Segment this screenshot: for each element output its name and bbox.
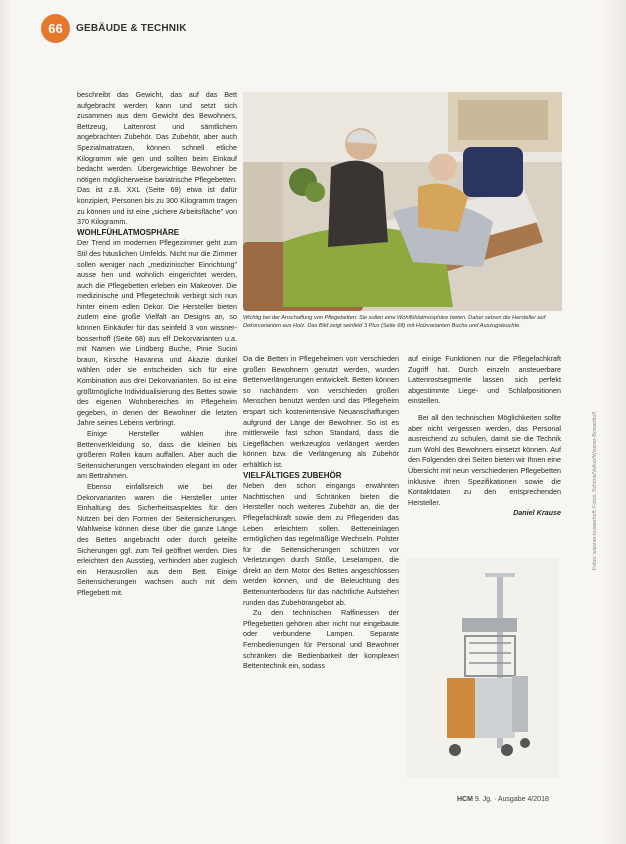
photo-credit: Fotos: wissner-bosserhoff; Fotos: Schöne/Volker/Wissner-Bosserhoff [592,411,598,570]
author-name: Daniel Krause [513,508,561,518]
col2-paragraph-3: Zu den technischen Raffinessen der Pflegebetten gehören aber nicht nur eingebaute oder verbundene Lampen. Separate Fernbedienungen für Personal und Bewohner schränken die Bedienbarkeit der komplexen Bettentechnik ein, sodass [243,608,399,671]
issue-info: 9. Jg. · Ausgabe 4/2018 [474,796,549,803]
section-title: GEBÄUDE & TECHNIK [76,23,187,34]
heading-vielfaeltiges-zubehoer: VIELFÄLTIGES ZUBEHÖR [243,470,342,480]
nursing-bed-photo [243,92,562,311]
bed-frame-product-photo [407,558,559,778]
col1-paragraph-1: Der Trend im modernen Pflegezimmer geht zum Stil des häuslichen Umfelds. Nicht nur die Zimmer sollen weniger nach „medizinischer Einrichtung" ausse hen und wohnlich eingerichtet werden, auch die Pflegebetten erleben ein Makeover. Die medizinische und Pflegetechnik verbirgt sich nun hinter einem edlen Dekor. Die Hersteller bieten zudem eine große Vielfalt an Designs an, so können Einkäufer für das seinfeld 3 von wissner-bosserhoff (Seite 68) aus elf Dekorvarianten u.a. mit Namen wie Lindberg Buche, Pinie Sucini braun, Kirsche Havanna und Akazie dunkel wählen oder sie entscheiden sich für eine Kombination aus drei Dekorvarianten. So ist eine größtmögliche Individualisierung des Bettes sowie des eigenen Wohnbereiches im Pflegeheim gegeben, in denen der Bewohner die letzten Jahre seines Lebens verbringt. [77,238,237,428]
magazine-name: HCM [457,796,473,803]
heading-wohlfuehlatmosphaere: WOHLFÜHLATMOSPHÄRE [77,227,180,237]
page-footer [457,796,549,803]
photo-illustration [243,92,562,311]
col2-paragraph-1: Da die Betten in Pflegeheimen von verschieden großen Bewohnern genutzt werden, wurden Bettenverlängerungen entwickelt. Betten können so nachändern von verschieden großen Menschen benutzt werden und das Pflegeheim erspart sich kostenintensive Neuanschaffungen aufgrund der Länge der Bewohner. So ist es mittlerweile fast schon Standard, dass die Liegeflächen werkzeuglos verlängert werden können bzw. die Verlängerung als Zubehör erhältlich ist. [243,354,399,469]
col1-paragraph-3: Ebenso einfallsreich wie bei der Dekorvarianten waren die Hersteller unter Einhaltung des Sicherheitsaspektes für den Nutzen bei den Formen der Seitensicherungen. Wahlweise können diese über die ganze Länge des Bettes angebracht oder durch geteilte Sicherungen ggf. zum Teil geöffnet werden. Dies erleichtert den Ausstieg, verhindert aber zugleich ein Herausrollen aus dem Bett. Einige Seitensicherungen wachsen auch mit dem Pflegebett mit. [77,481,237,597]
column-3 [408,354,561,519]
column-2 [243,354,399,672]
col1-intro: beschreibt das Gewicht, das auf das Bett aufgebracht werden kann und setzt sich zusammen aus dem Gewicht des Bewohners, Bettzeug, Lattenrost und sämtlichem angebrachten Zubehör. Das Zubehör, aber auch Spezialmatratzen, können schnell etliche Kilogramm wie gen und sollten beim Einkauf bedacht werden. Übergewichtige Bewohner be nötigen möglicherweise bariatrische Pflegebetten. Das ist z.B. XXL (Seite 69) etwa ist dafür konzipiert, Personen bis zu 300 Kilogramm tragen zu können und ist eine „sichere Arbeitsfläche" von 370 Kilogramm. [77,90,237,227]
col1-paragraph-2: Einige Hersteller wählen ihre Bettenverkleidung so, dass die kleinen bis größeren Rollen kaum auffallen. Aber auch die Seitensicherungen verschwinden elegant im oder am Bettrahmen. [77,429,237,481]
column-1 [77,90,237,599]
bed-frame-illustration [407,558,559,778]
col2-paragraph-2: Neben den schon eingangs erwähnten Nachttischen und Schränken bieten die Hersteller noch weiteres Zubehör an, die der Pflegefachkraft sowie dem zu Pflegenden das Leben erleichtern sollen. Betteneinlagen ermöglichen das regelmäßige Wechseln. Polster für die Seitensicherungen schützen vor Verletzungen durch Stöße, Leselampen, die direkt an dem Motor des Bettes angeschlossen werden können, und die Beleuchtung des Bettenunterbodens für das nächtliche Aufstehen runden das Zubehörangebot ab. [243,481,399,607]
page-number-badge [41,14,70,43]
page-number: 66 [48,21,63,36]
photo-caption: Wichtig bei der Anschaffung von Pflegebetten: Sie sollen eine Wohlfühlatmosphäre bieten. Daher setzen die Hersteller auf Dekorvarianten aus Holz. Das Bild zeigt seinfeld 3 Plus (Seite 68) mit Holzvarianten Buche und Auszugsleuchte. [243,315,546,329]
col3-paragraph-2: Bei all den technischen Möglichkeiten sollte aber nicht vergessen werden, das Personal ausreichend zu schulen, damit sie die Technik zum Wohl des Bewohners einsetzt können. Auf den Folgenden drei Seiten bieten wir Ihnen eine Übersicht mit neun verschiedenen Pflegebetten inklusive ihren Spezifikationen sowie die Kontaktdaten zu den entsprechenden Hersteller. [408,412,561,507]
col3-paragraph-1: auf einige Funktionen nur die Pflegefachkraft Zugriff hat. Durch einzeln ansteuerbare Lattenrostsegmente lassen sich perfekt abgestimmte Liege- und Schlafpositionen einstellen. [408,354,561,406]
